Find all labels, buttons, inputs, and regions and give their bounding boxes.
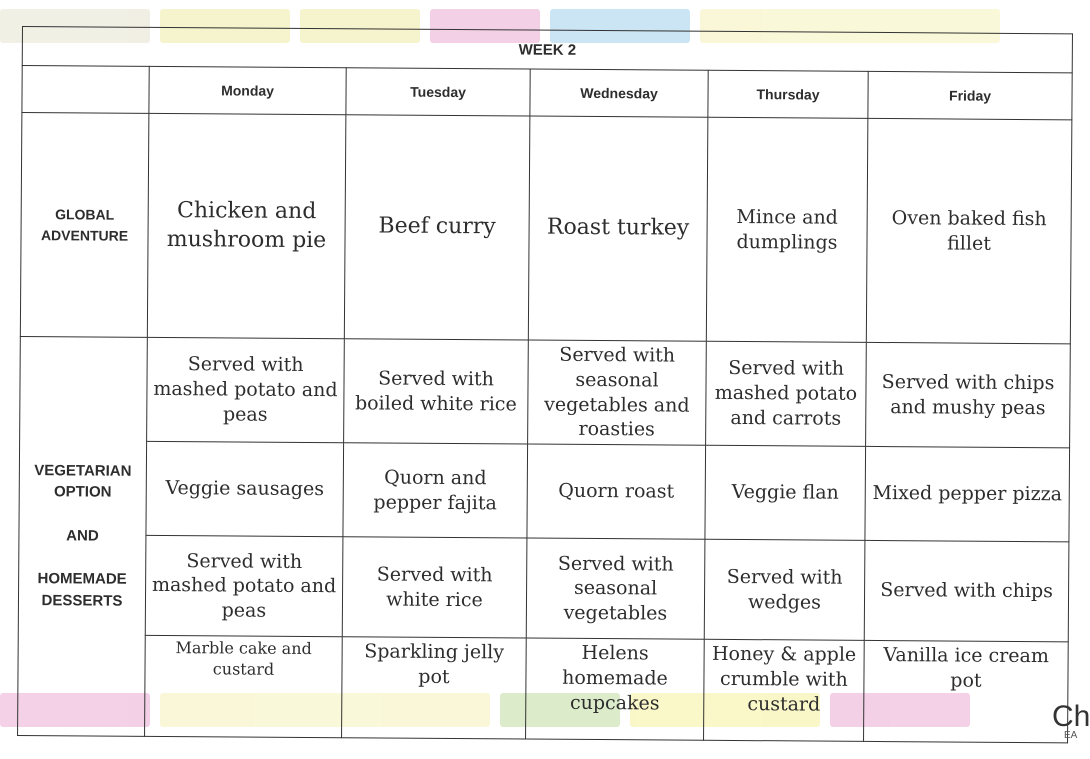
global-main-friday: Oven baked fish fillet — [866, 119, 1072, 344]
global-adventure-label: GLOBAL ADVENTURE — [20, 113, 149, 337]
corner-logo-text: Ch — [1052, 700, 1090, 733]
veg-side-friday: Served with chips — [864, 540, 1069, 642]
day-header-monday: Monday — [149, 67, 346, 116]
veg-side-tuesday: Served with white rice — [342, 537, 527, 639]
veg-main-friday: Mixed pepper pizza — [865, 447, 1070, 542]
global-main-tuesday: Beef curry — [344, 115, 530, 340]
dessert-thursday: Honey & apple crumble with custard — [704, 640, 865, 742]
week-title: WEEK 2 — [22, 27, 1072, 74]
day-header-wednesday: Wednesday — [530, 69, 708, 118]
day-header-thursday: Thursday — [708, 71, 868, 119]
vegetarian-option-label: VEGETARIAN OPTION AND HOMEMADE DESSERTS — [18, 336, 148, 736]
weekly-menu-table — [17, 26, 1073, 743]
dessert-monday: Marble cake and custard — [145, 636, 343, 738]
veg-side-wednesday: Served with seasonal vegetables — [526, 538, 705, 640]
veg-side-thursday: Served with wedges — [704, 539, 865, 641]
veg-main-thursday: Veggie flan — [705, 446, 866, 541]
dessert-friday: Vanilla ice cream pot — [864, 641, 1069, 743]
veg-main-tuesday: Quorn and pepper fajita — [343, 443, 528, 538]
veg-side-monday: Served with mashed potato and peas — [145, 535, 343, 637]
dessert-wednesday: Helens homemade cupcakes — [526, 638, 705, 740]
day-header-tuesday: Tuesday — [346, 68, 530, 117]
global-side-thursday: Served with mashed potato and carrots — [706, 341, 867, 447]
dessert-tuesday: Sparkling jelly pot — [342, 637, 527, 739]
corner-logo-subtext: EA — [1064, 730, 1078, 741]
veg-main-monday: Veggie sausages — [146, 442, 344, 537]
global-side-tuesday: Served with boiled white rice — [344, 338, 529, 444]
global-side-monday: Served with mashed potato and peas — [147, 337, 345, 443]
day-header-friday: Friday — [868, 72, 1072, 121]
veg-main-wednesday: Quorn roast — [527, 444, 706, 539]
global-side-wednesday: Served with seasonal vegetables and roasties — [528, 340, 707, 446]
global-main-monday: Chicken and mushroom pie — [147, 114, 346, 339]
global-main-thursday: Mince and dumplings — [706, 118, 868, 342]
global-side-friday: Served with chips and mushy peas — [866, 342, 1071, 448]
corner-cell — [22, 66, 149, 114]
global-main-wednesday: Roast turkey — [528, 117, 708, 341]
